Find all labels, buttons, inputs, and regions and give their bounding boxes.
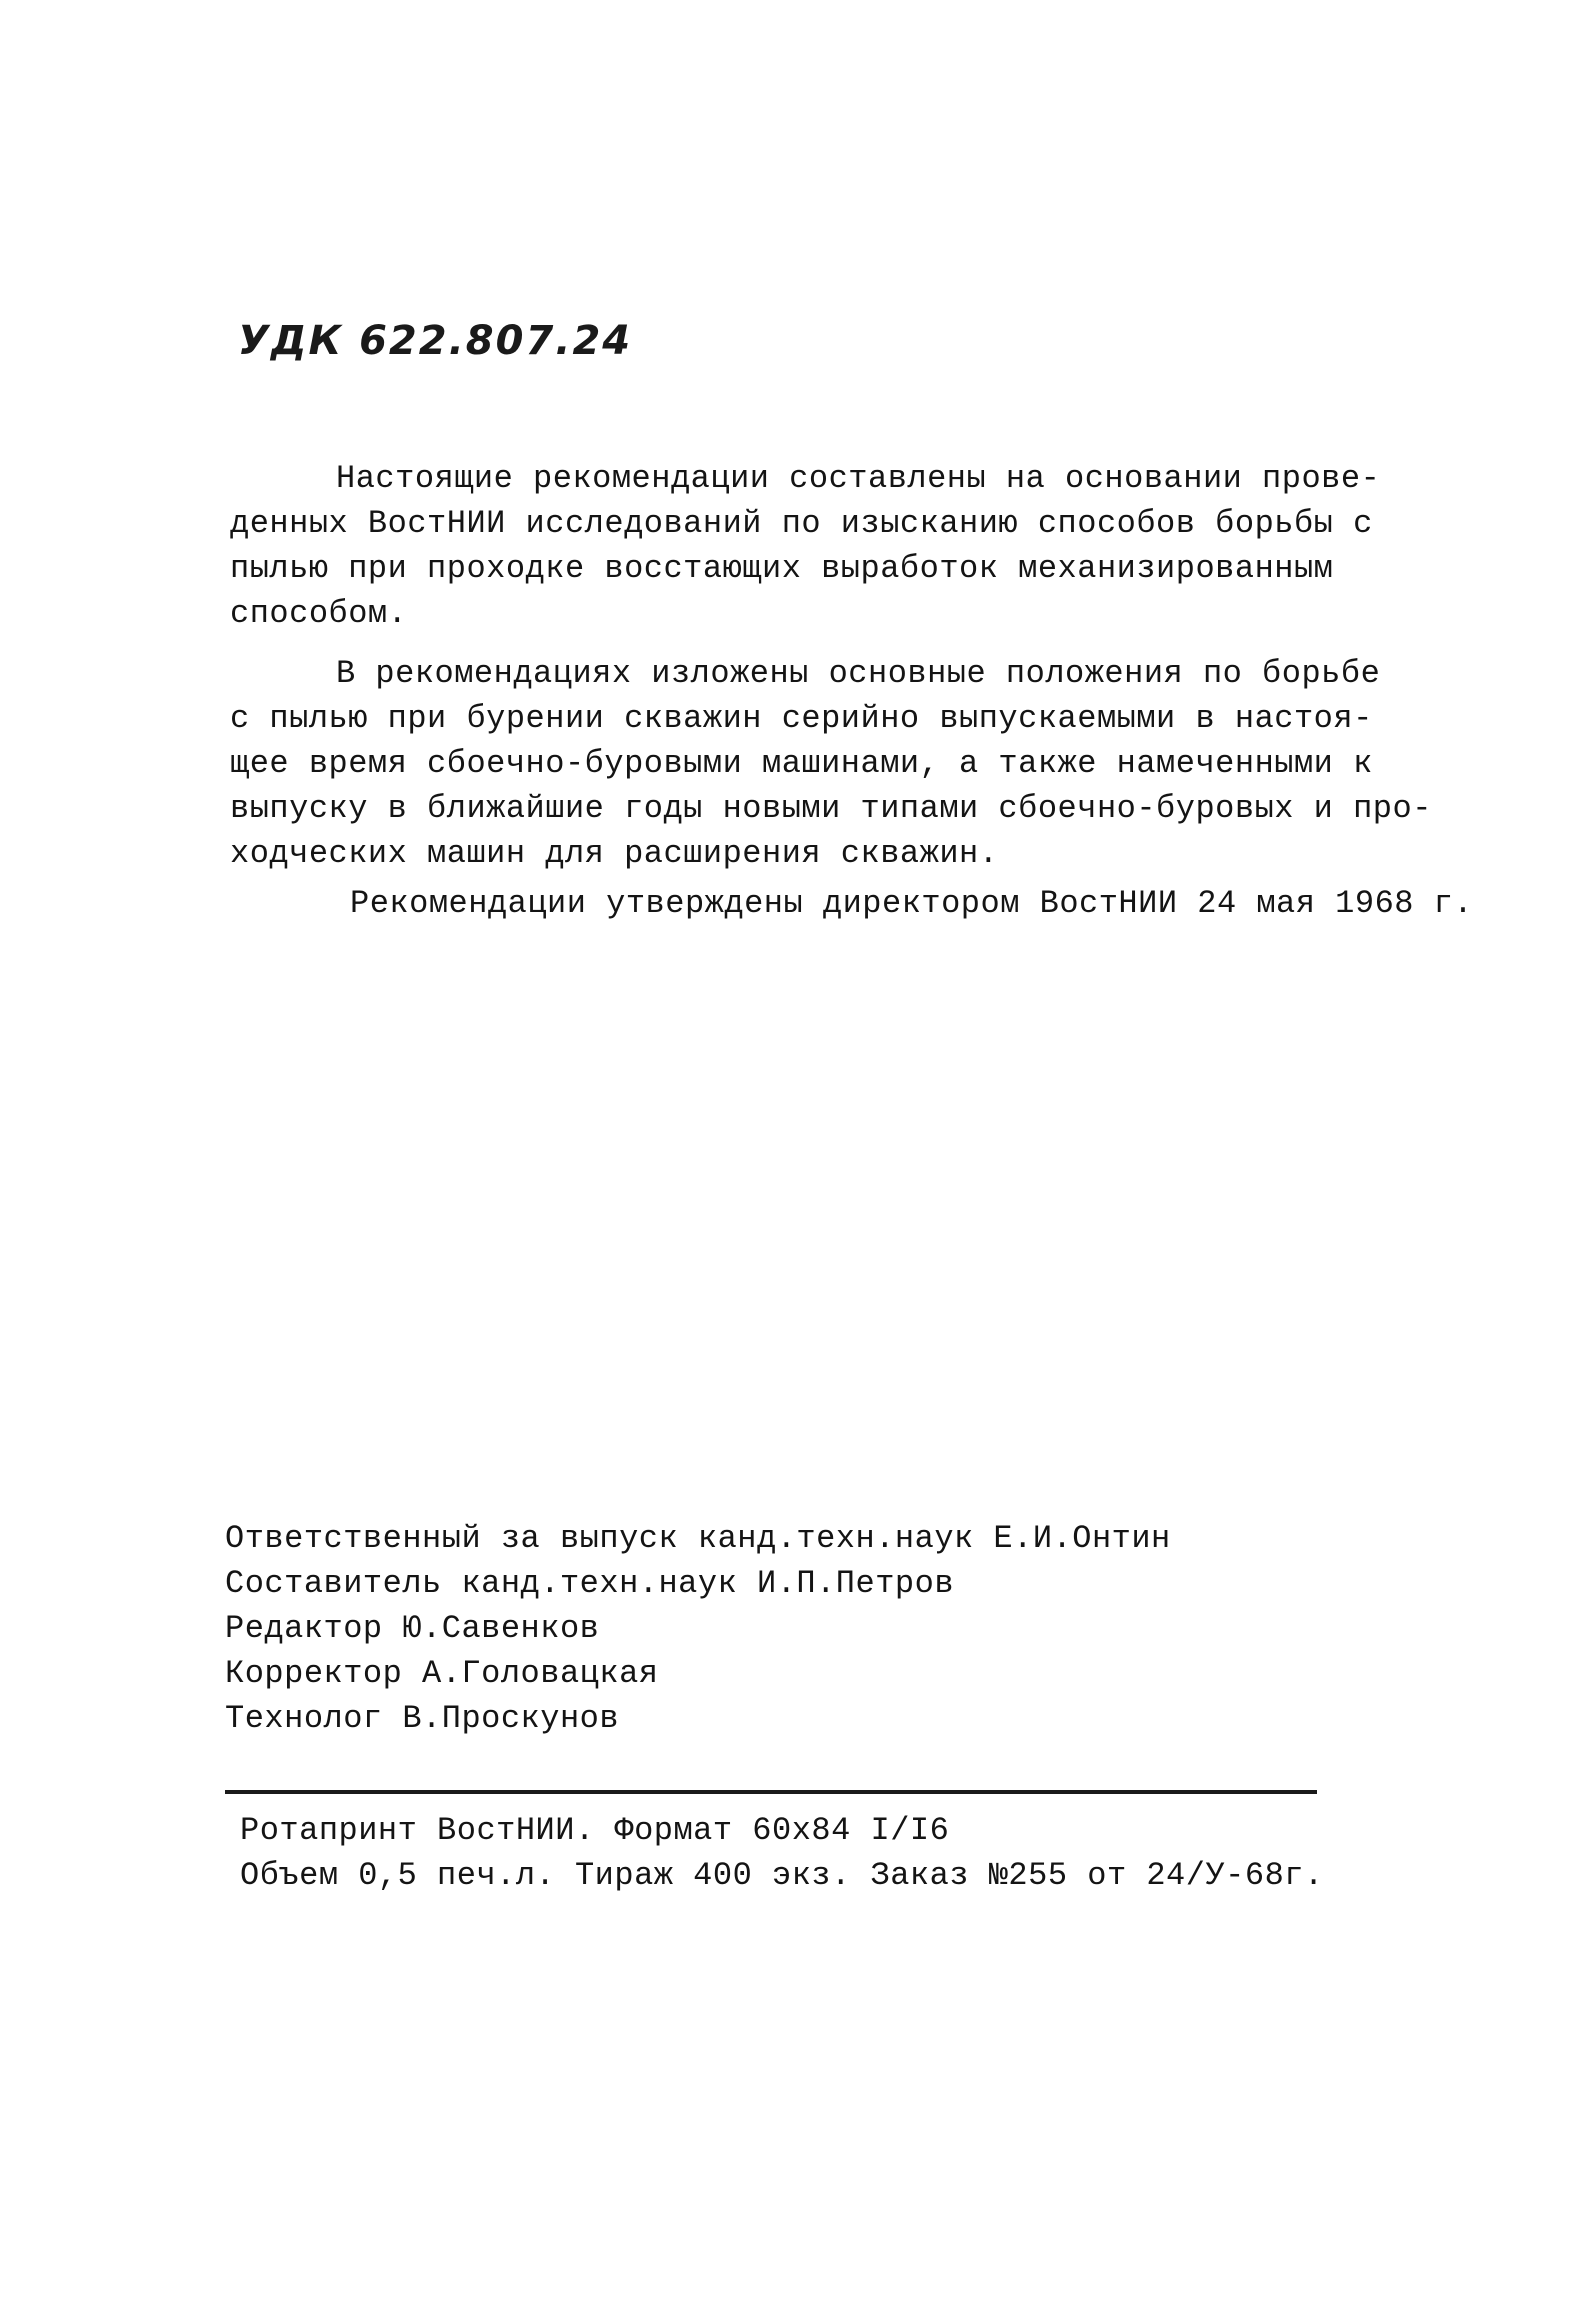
paragraph-1-line-2: денных ВостНИИ исследований по изысканию способов борьбы с	[230, 505, 1373, 542]
paragraph-2-line-3: щее время сбоечно-буровыми машинами, а также намеченными к	[230, 745, 1373, 782]
credit-compiler: Составитель канд.техн.наук И.П.Петров	[225, 1565, 955, 1602]
credit-proofreader: Корректор А.Головацкая	[225, 1655, 659, 1692]
imprint-line-1: Ротапринт ВостНИИ. Формат 60х84 I/I6	[240, 1812, 950, 1849]
paragraph-1-line-3: пылью при проходке восстающих выработок механизированным	[230, 550, 1334, 587]
paragraph-2-line-2: с пылью при бурении скважин серийно выпускаемыми в настоя-	[230, 700, 1373, 737]
udk-code: УДК 622.807.24	[238, 318, 633, 364]
paragraph-1-line-4: способом.	[230, 595, 408, 632]
paragraph-2-line-1: В рекомендациях изложены основные положения по борьбе	[336, 655, 1381, 692]
imprint-line-2: Объем 0,5 печ.л. Тираж 400 экз. Заказ №255 от 24/У-68г.	[240, 1857, 1324, 1894]
approval-line: Рекомендации утверждены директором ВостНИИ 24 мая 1968 г.	[350, 885, 1474, 922]
paragraph-2-line-4: выпуску в ближайшие годы новыми типами сбоечно-буровых и про-	[230, 790, 1432, 827]
credit-technologist: Технолог В.Проскунов	[225, 1700, 620, 1737]
credit-responsible: Ответственный за выпуск канд.техн.наук Е.И.Онтин	[225, 1520, 1171, 1557]
paragraph-2-line-5: ходческих машин для расширения скважин.	[230, 835, 999, 872]
credit-editor: Редактор Ю.Савенков	[225, 1610, 600, 1647]
divider-rule	[225, 1790, 1317, 1794]
paragraph-1-line-1: Настоящие рекомендации составлены на основании прове-	[336, 460, 1381, 497]
